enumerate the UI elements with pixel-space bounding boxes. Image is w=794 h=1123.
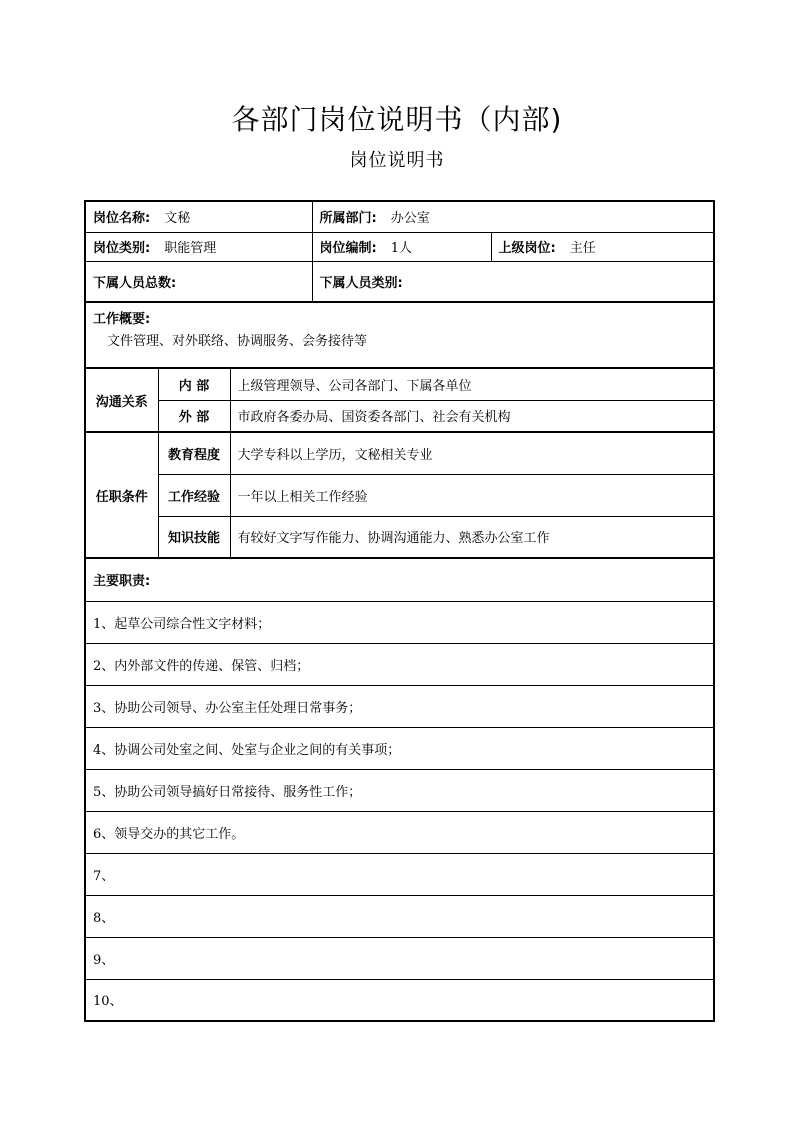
- subordinate-type-cell: [312, 261, 714, 302]
- row-comm-internal: [85, 368, 714, 400]
- internal-value: 上级管理领导、公司各部门、下属各单位: [230, 368, 714, 400]
- row-type-quota: [85, 232, 714, 261]
- internal-label: 内 部: [158, 368, 230, 400]
- row-summary: [85, 302, 714, 368]
- position-type-label: 岗位类别:: [93, 241, 151, 256]
- position-type-value: 职能管理: [164, 241, 217, 256]
- position-type-cell: [85, 232, 312, 261]
- department-value: 办公室: [390, 211, 430, 227]
- duty-item-1: 1、起草公司综合性文字材料；: [85, 601, 714, 643]
- duty-row: [85, 769, 714, 811]
- skills-value: 有较好文字写作能力、协调沟通能力、熟悉办公室工作: [230, 516, 714, 558]
- department-label: 所属部门:: [319, 211, 377, 227]
- duty-row: [85, 685, 714, 727]
- skills-label: 知识技能: [158, 516, 230, 558]
- external-label: 外 部: [158, 400, 230, 432]
- row-qual-education: [85, 432, 714, 474]
- job-description-grid: [84, 200, 715, 1022]
- duty-item-6: 6、领导交办的其它工作。: [85, 811, 714, 853]
- duty-item-9: 9、: [85, 937, 714, 979]
- position-name-cell: [85, 201, 312, 232]
- document-title: 各部门岗位说明书（内部): [231, 103, 563, 136]
- position-quota-value: 1人: [390, 241, 413, 256]
- duty-item-10: 10、: [85, 979, 714, 1021]
- duty-row: [85, 979, 714, 1021]
- duty-item-4: 4、协调公司处室之间、处室与企业之间的有关事项；: [85, 727, 714, 769]
- superior-position-label: 上级岗位:: [498, 241, 556, 256]
- summary-text: 文件管理、对外联络、协调服务、会务接待等: [107, 334, 368, 349]
- experience-value: 一年以上相关工作经验: [230, 474, 714, 516]
- row-comm-external: [85, 400, 714, 432]
- row-qual-experience: [85, 474, 714, 516]
- summary-cell: [85, 302, 714, 368]
- row-qual-skills: [85, 516, 714, 558]
- education-value: 大学专科以上学历，文秘相关专业: [230, 432, 714, 474]
- education-label: 教育程度: [158, 432, 230, 474]
- superior-position-value: 主任: [569, 241, 596, 256]
- duty-item-2: 2、内外部文件的传递、保管、归档；: [85, 643, 714, 685]
- duty-item-3: 3、协助公司领导、办公室主任处理日常事务；: [85, 685, 714, 727]
- experience-label: 工作经验: [158, 474, 230, 516]
- row-subordinates: [85, 261, 714, 302]
- duty-item-8: 8、: [85, 895, 714, 937]
- row-name-dept: [85, 201, 714, 232]
- department-cell: [312, 201, 714, 232]
- duty-row: [85, 811, 714, 853]
- duty-item-5: 5、协助公司领导搞好日常接待、服务性工作；: [85, 769, 714, 811]
- position-quota-cell: [312, 232, 491, 261]
- subordinate-count-label: 下属人员总数:: [93, 275, 177, 291]
- qualifications-label: 任职条件: [85, 432, 158, 558]
- row-duties-header: [85, 558, 714, 601]
- summary-label: 工作概要:: [93, 312, 151, 327]
- duty-row: [85, 601, 714, 643]
- duty-row: [85, 643, 714, 685]
- position-name-value: 文秘: [164, 211, 191, 227]
- position-name-label: 岗位名称:: [93, 211, 151, 227]
- duty-row: [85, 937, 714, 979]
- external-value: 市政府各委办局、国资委各部门、社会有关机构: [230, 400, 714, 432]
- document-subtitle: 岗位说明书: [349, 150, 445, 171]
- duty-item-7: 7、: [85, 853, 714, 895]
- duties-label: 主要职责:: [85, 558, 714, 601]
- duty-row: [85, 853, 714, 895]
- duty-row: [85, 895, 714, 937]
- position-quota-label: 岗位编制:: [319, 241, 377, 256]
- superior-position-cell: [491, 232, 714, 261]
- subordinate-type-label: 下属人员类别:: [319, 275, 403, 291]
- duty-row: [85, 727, 714, 769]
- communication-label: 沟通关系: [85, 368, 158, 432]
- subordinate-count-cell: [85, 261, 312, 302]
